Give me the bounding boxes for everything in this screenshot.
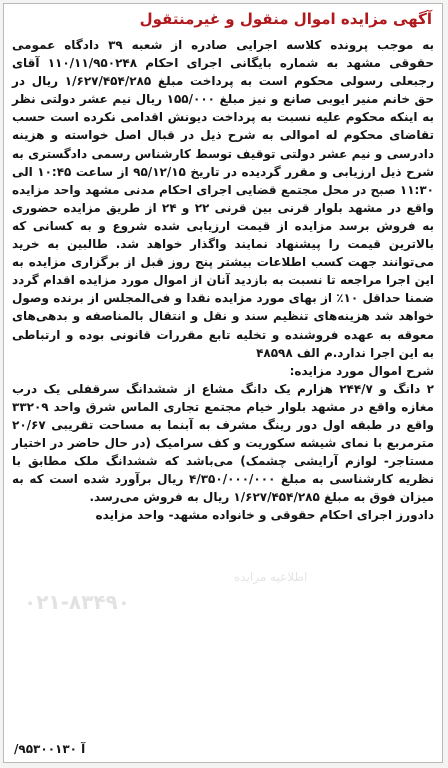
- notice-signature: دادورز اجرای احکام حقوقی و خانواده مشهد- واحد مزایده: [95, 508, 434, 523]
- notice-title: آگهی مزایده اموال منقول و غیرمنتقول: [139, 10, 432, 28]
- notice-code: آ ۹۵۳۰۰۱۳۰/: [14, 742, 86, 756]
- watermark-site: اطلاعیه مزایده: [234, 570, 308, 584]
- property-description-label: شرح اموال مورد مزایده:: [289, 363, 434, 378]
- newspaper-notice-clipping: [3, 3, 443, 763]
- watermark-phone: ۰۲۱-۸۳۴۹۰: [24, 590, 130, 614]
- notice-body: [12, 36, 434, 525]
- notice-paragraph-property: ۲ دانگ و ۲۴۴/۷ هزارم یک دانگ مشاع از ششدانگ سرقفلی یک درب مغازه واقع در مشهد بلوار خیام مجتمع تجاری الماس شرق واحد ۳۳۲۰۹ واقع در طبقه اول دور رینگ مشرف به آبنما به مساحت تقریبی ۲۰/۶۷ مترمربع با نمای شیشه سکوریت و کف سرامیک (در حال حاضر در اختیار مستاجر- لوازم آرایشی چشمک) می‌باشد که ششدانگ ملک مطابق با نظریه کارشناسی به مبلغ ۴/۳۵۰/۰۰۰/۰۰۰ ریال برآورد شده است که به میزان فوق به مبلغ ۱/۶۲۷/۴۵۴/۲۸۵ ریال به فروش می‌رسد.: [12, 381, 434, 505]
- notice-paragraph-main: به موجب پرونده کلاسه اجرایی صادره از شعبه ۳۹ دادگاه عمومی حقوقی مشهد به شماره بایگانی اجرای احکام ۱۱۰/۱۱/۹۵۰۲۴۸ آقای رجبعلی رسولی محکوم است به پرداخت مبلغ ۱/۶۲۷/۴۵۴/۲۸۵ ریال در حق خانم منیر ایوبی صانع و نیز مبلغ ۱۵۵/۰۰۰ ریال نیم عشر دولتی نظر به اینکه محکوم علیه نسبت به پرداخت دیونش اقدامی نکرده است حسب تقاضای محکوم له اموالی به شرح ذیل در قبال اصل خواسته و هزینه دادرسی و نیم عشر دولتی توقیف توسط کارشناس رسمی دادگستری به شرح ذیل ارزیابی و مقرر گردیده در تاریخ ۹۵/۱۲/۱۵ از ساعت ۱۰:۴۵ الی ۱۱:۳۰ صبح در محل مجتمع قضایی اجرای احکام مدنی مشهد واحد مزایده واقع در مشهد بلوار قرنی بین قرنی ۲۲ و ۲۴ از طریق مزایده حضوری به فروش برسد مزایده از قیمت ارزیابی شده شروع و به کسانی که بالاترین قیمت را پیشنهاد نمایند واگذار خواهد شد. طالبین به خرید می‌توانند جهت کسب اطلاعات بیشتر پنج روز قبل از برگزاری مزایده به این اجرا مراجعه تا نسبت به بازدید آنان از اموال مورد مزایده اقدام گردد ضمنا حداقل ۱۰٪ از بهای مورد مزایده نقدا و فی‌المجلس از برنده وصول خواهد شد هزینه‌های تنظیم سند و نقل و انتقال بالمناصفه و بدهی‌های معوقه به عهده فروشنده و تخلیه تابع مقررات قانونی بوده و ارتباطی به این اجرا ندارد.م الف ۴۸۵۹۸: [12, 38, 435, 360]
